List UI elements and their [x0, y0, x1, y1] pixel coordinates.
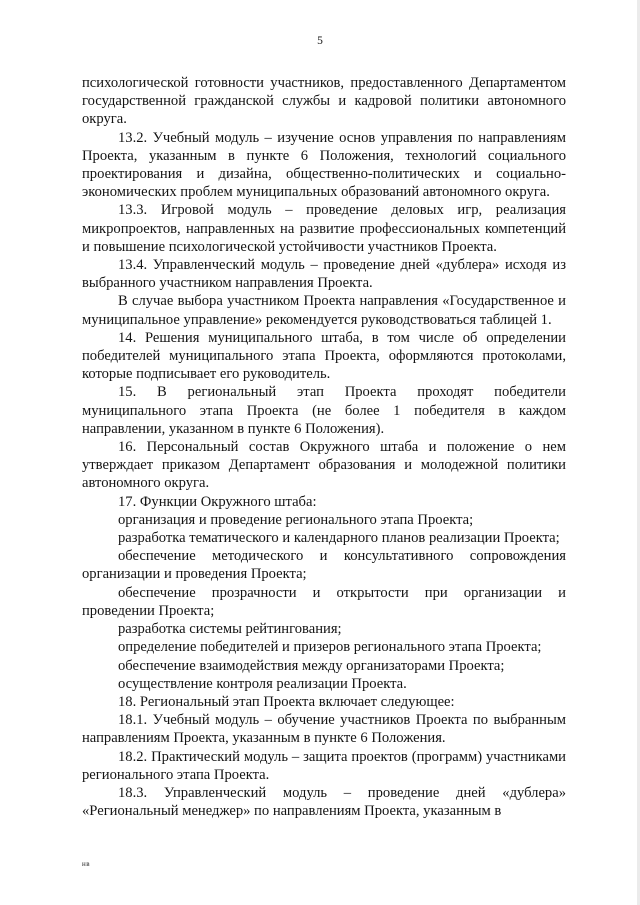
- paragraph: разработка тематического и календарного планов реализации Проекта;: [118, 530, 560, 547]
- paragraph: психологической готовности участников, предоставленного Департаментом государственной гражданской службы и кадровой политики автономного округа.: [82, 75, 566, 128]
- paragraph: обеспечение методического и консультативного сопровождения организации и проведения Проекта;: [82, 548, 566, 583]
- paragraph: 14. Решения муниципального штаба, в том числе об определении победителей муниципального этапа Проекта, оформляются протоколами, которые подписывает его руководитель.: [82, 329, 566, 383]
- paragraph: 18. Региональный этап Проекта включает следующее:: [118, 693, 455, 710]
- paragraph: 13.3. Игровой модуль – проведение деловых игр, реализация микропроектов, направленных на развитие профессиональных компетенций и повышение психологической устойчивости участников Проекта.: [82, 202, 566, 255]
- paragraph: 16. Персональный состав Окружного штаба и положение о нем утверждает приказом Департамент образования и молодежной политики автономного округа.: [82, 439, 566, 492]
- paragraph: обеспечение прозрачности и открытости при организации и проведении Проекта;: [82, 584, 566, 619]
- paragraph: 18.3. Управленческий модуль – проведение дней «дублера» «Региональный менеджер» по направлениям Проекта, указанным в: [82, 784, 566, 820]
- paragraph: 17. Функции Окружного штаба:: [118, 493, 317, 510]
- paragraph: В случае выбора участником Проекта направления «Государственное и муниципальное управление» рекомендуется руководствоваться таблицей 1.: [82, 293, 566, 328]
- footer-mark: нв: [82, 860, 91, 868]
- paragraph: 15. В региональный этап Проекта проходят победители муниципального этапа Проекта (не более 1 победителя в каждом направлении, указанном в пункте 6 Положения).: [82, 384, 566, 437]
- paragraph: 18.2. Практический модуль – защита проектов (программ) участниками регионального этапа Проекта.: [82, 748, 566, 783]
- body-text: [82, 74, 566, 820]
- paragraph: определение победителей и призеров регионального этапа Проекта;: [118, 639, 542, 656]
- page-number: 5: [317, 35, 323, 47]
- paragraph: осуществление контроля реализации Проекта.: [118, 675, 407, 692]
- paragraph: организация и проведение регионального этапа Проекта;: [118, 511, 474, 528]
- paragraph: 18.1. Учебный модуль – обучение участников Проекта по выбранным направлениям Проекта, указанным в пункте 6 Положения.: [82, 712, 566, 747]
- paragraph: разработка системы рейтингования;: [118, 621, 342, 638]
- paragraph: 13.2. Учебный модуль – изучение основ управления по направлениям Проекта, указанным в пункте 6 Положения, технологий социального проектирования и дизайна, общественно-политических и социально-экономических проблем муниципальных образований автономного округа.: [82, 129, 566, 201]
- paragraph: обеспечение взаимодействия между организаторами Проекта;: [118, 657, 505, 674]
- paragraph: 13.4. Управленческий модуль – проведение дней «дублера» исходя из выбранного участником направления Проекта.: [82, 257, 566, 292]
